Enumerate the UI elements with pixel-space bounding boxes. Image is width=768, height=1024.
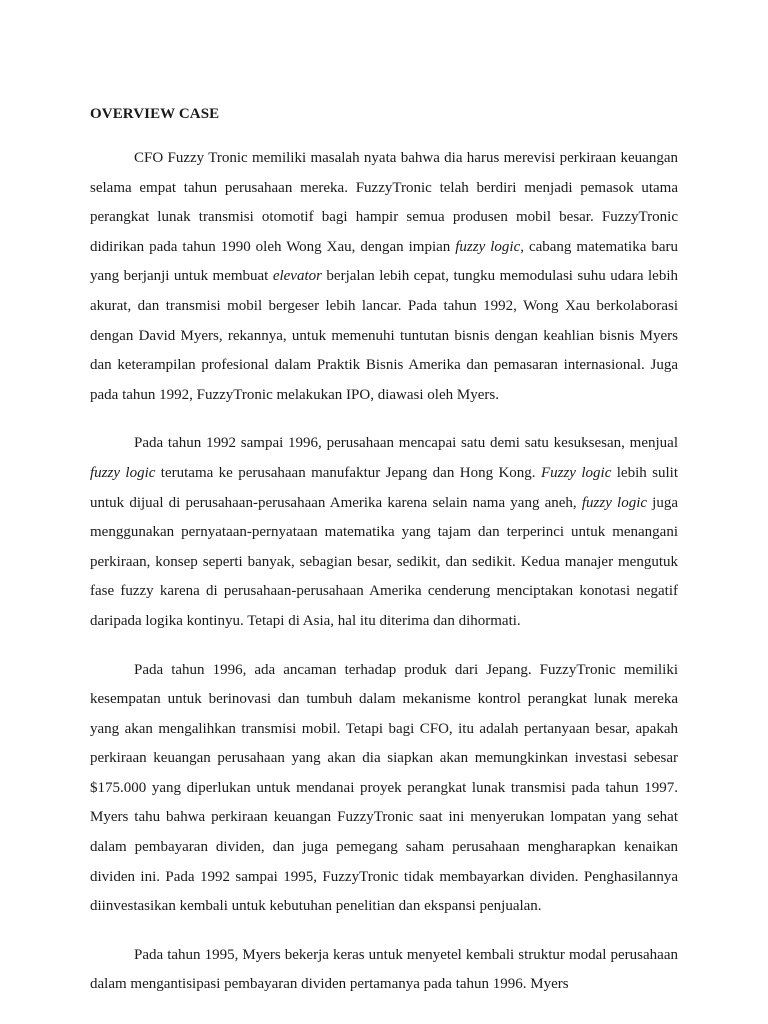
document-page (90, 102, 678, 1019)
paragraph-1 (90, 144, 678, 410)
paragraph-2 (90, 429, 678, 636)
text-run: Pada tahun 1995, Myers bekerja keras untuk menyetel kembali struktur modal perusahaan dalam mengantisipasi pembayaran dividen pertamanya pada tahun 1996. Myers (90, 946, 678, 993)
text-run: Pada tahun 1992 sampai 1996, perusahaan mencapai satu demi satu kesuksesan, menjual (134, 435, 678, 452)
text-run: CFO Fuzzy Tronic memiliki masalah nyata bahwa dia harus merevisi perkiraan keuangan selama empat tahun perusahaan mereka. FuzzyTronic telah berdiri menjadi pemasok utama perangkat lunak transmisi otomotif bagi hampir semua produsen mobil besar. FuzzyTronic didirikan pada tahun 1990 oleh Wong Xau, dengan impian (90, 150, 678, 255)
section-heading: OVERVIEW CASE (90, 106, 220, 122)
paragraph-4 (90, 941, 678, 1000)
text-run: juga menggunakan pernyataan-pernyataan matematika yang tajam dan terperinci untuk menangani perkiraan, konsep seperti banyak, sebagian besar, sedikit, dan sedikit. Kedua manajer mengutuk fase fuzzy karena di perusahaan-perusahaan Amerika cenderung menciptakan konotasi negatif daripada logika kontinyu. Tetapi di Asia, hal itu diterima dan dihormati. (90, 494, 679, 629)
text-run: terutama ke perusahaan manufaktur Jepang dan Hong Kong. (155, 464, 541, 481)
italic-term: fuzzy logic (455, 238, 521, 255)
italic-term: elevator (272, 268, 322, 285)
italic-term: fuzzy logic (581, 494, 648, 511)
text-run: berjalan lebih cepat, tungku memodulasi suhu udara lebih akurat, dan transmisi mobil bergeser lebih lancar. Pada tahun 1992, Wong Xau berkolaborasi dengan David Myers, rekannya, untuk memenuhi tuntutan bisnis dengan keahlian bisnis Myers dan keterampilan profesional dalam Praktik Bisnis Amerika dan pemasaran internasional. Juga pada tahun 1992, FuzzyTronic melakukan IPO, diawasi oleh Myers. (90, 268, 678, 403)
italic-term: Fuzzy logic (540, 464, 612, 481)
text-run: , cabang matematika baru yang berjanji untuk membuat (90, 238, 678, 285)
body-text (90, 144, 678, 1000)
paragraph-3 (90, 656, 678, 922)
text-run: lebih sulit untuk dijual di perusahaan-perusahaan Amerika karena selain nama yang aneh, (90, 464, 678, 511)
text-run: Pada tahun 1996, ada ancaman terhadap produk dari Jepang. FuzzyTronic memiliki kesempatan untuk berinovasi dan tumbuh dalam mekanisme kontrol perangkat lunak mereka yang akan mengalihkan transmisi mobil. Tetapi bagi CFO, itu adalah pertanyaan besar, apakah perkiraan keuangan perusahaan yang akan dia siapkan akan memungkinkan investasi sebesar $175.000 yang diperlukan untuk mendanai proyek perangkat lunak transmisi pada tahun 1997. Myers tahu bahwa perkiraan keuangan FuzzyTronic saat ini menyerukan lompatan yang sehat dalam pembayaran dividen, dan juga pemegang saham perusahaan mengharapkan kenaikan dividen ini. Pada 1992 sampai 1995, FuzzyTronic tidak membayarkan dividen. Penghasilannya diinvestasikan kembali untuk kebutuhan penelitian dan ekspansi penjualan. (90, 661, 678, 915)
italic-term: fuzzy logic (90, 464, 156, 481)
